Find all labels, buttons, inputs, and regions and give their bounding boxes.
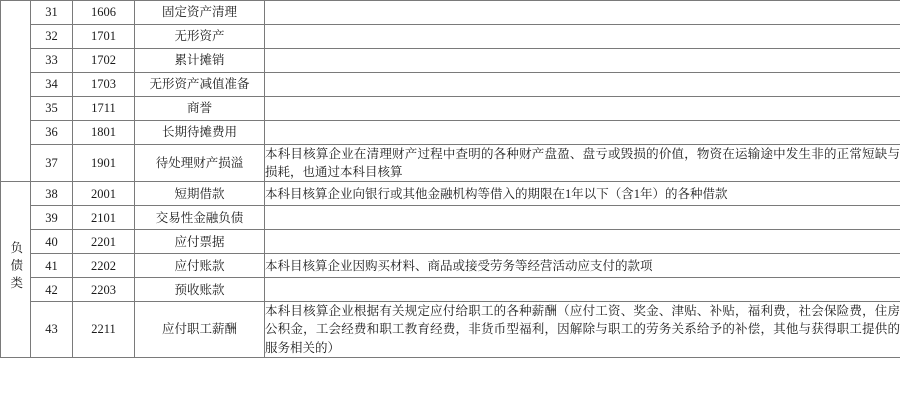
- subject-description: 本科目核算企业向银行或其他金融机构等借入的期限在1年以下（含1年）的各种借款: [265, 182, 900, 206]
- subject-name: 固定资产清理: [135, 1, 265, 25]
- row-index: 40: [31, 230, 73, 254]
- subject-description: [265, 278, 900, 302]
- row-index: 31: [31, 1, 73, 25]
- subject-description: 本科目核算企业在清理财产过程中查明的各种财产盘盈、盘亏或毁损的价值，物资在运输途中发生非的正常短缺与损耗，也通过本科目核算: [265, 145, 900, 182]
- table-row: [1, 182, 900, 206]
- subject-name: 应付账款: [135, 254, 265, 278]
- table-row: [1, 25, 900, 49]
- table-row: [1, 230, 900, 254]
- subject-name: 应付票据: [135, 230, 265, 254]
- row-index: 37: [31, 145, 73, 182]
- subject-name: 长期待摊费用: [135, 121, 265, 145]
- subject-code: 1701: [73, 25, 135, 49]
- row-index: 42: [31, 278, 73, 302]
- row-index: 32: [31, 25, 73, 49]
- subject-name: 无形资产: [135, 25, 265, 49]
- subject-name: 短期借款: [135, 182, 265, 206]
- subject-code: 1702: [73, 49, 135, 73]
- subject-code: 2203: [73, 278, 135, 302]
- subject-code: 2202: [73, 254, 135, 278]
- subject-description: [265, 230, 900, 254]
- row-index: 43: [31, 302, 73, 357]
- table-row: [1, 278, 900, 302]
- row-index: 39: [31, 206, 73, 230]
- subject-name: 无形资产减值准备: [135, 73, 265, 97]
- subject-description: 本科目核算企业因购买材料、商品或接受劳务等经营活动应支付的款项: [265, 254, 900, 278]
- subject-name: 待处理财产损溢: [135, 145, 265, 182]
- row-index: 33: [31, 49, 73, 73]
- subject-description: [265, 1, 900, 25]
- table-row: [1, 73, 900, 97]
- subject-code: 1801: [73, 121, 135, 145]
- table-row: [1, 121, 900, 145]
- subject-description: [265, 25, 900, 49]
- subject-code: 1606: [73, 1, 135, 25]
- row-index: 35: [31, 97, 73, 121]
- subject-description: 本科目核算企业根据有关规定应付给职工的各种薪酬（应付工资、奖金、津贴、补贴，福利费，社会保险费，住房公积金，工会经费和职工教育经费，非货币型福利，因解除与职工的劳务关系给予的补偿，其他与获得职工提供的服务相关的）: [265, 302, 900, 357]
- row-index: 41: [31, 254, 73, 278]
- subject-code: 1901: [73, 145, 135, 182]
- subject-description: [265, 97, 900, 121]
- table-row: [1, 254, 900, 278]
- row-index: 36: [31, 121, 73, 145]
- table-row: [1, 206, 900, 230]
- category-cell: [1, 1, 31, 182]
- category-label: 负债类: [8, 240, 23, 294]
- subject-code: 2101: [73, 206, 135, 230]
- subject-code: 2001: [73, 182, 135, 206]
- subject-name: 交易性金融负债: [135, 206, 265, 230]
- table-row: [1, 302, 900, 357]
- subject-name: 商誉: [135, 97, 265, 121]
- subject-description: [265, 121, 900, 145]
- category-cell: [1, 182, 31, 357]
- table-row: [1, 145, 900, 182]
- table-row: [1, 1, 900, 25]
- subject-name: 预收账款: [135, 278, 265, 302]
- subject-name: 累计摊销: [135, 49, 265, 73]
- subject-description: [265, 73, 900, 97]
- subject-code: 2211: [73, 302, 135, 357]
- subject-code: 1703: [73, 73, 135, 97]
- subject-description: [265, 206, 900, 230]
- row-index: 38: [31, 182, 73, 206]
- subject-code: 2201: [73, 230, 135, 254]
- subject-description: [265, 49, 900, 73]
- subject-code: 1711: [73, 97, 135, 121]
- table-row: [1, 97, 900, 121]
- subject-name: 应付职工薪酬: [135, 302, 265, 357]
- table-row: [1, 49, 900, 73]
- row-index: 34: [31, 73, 73, 97]
